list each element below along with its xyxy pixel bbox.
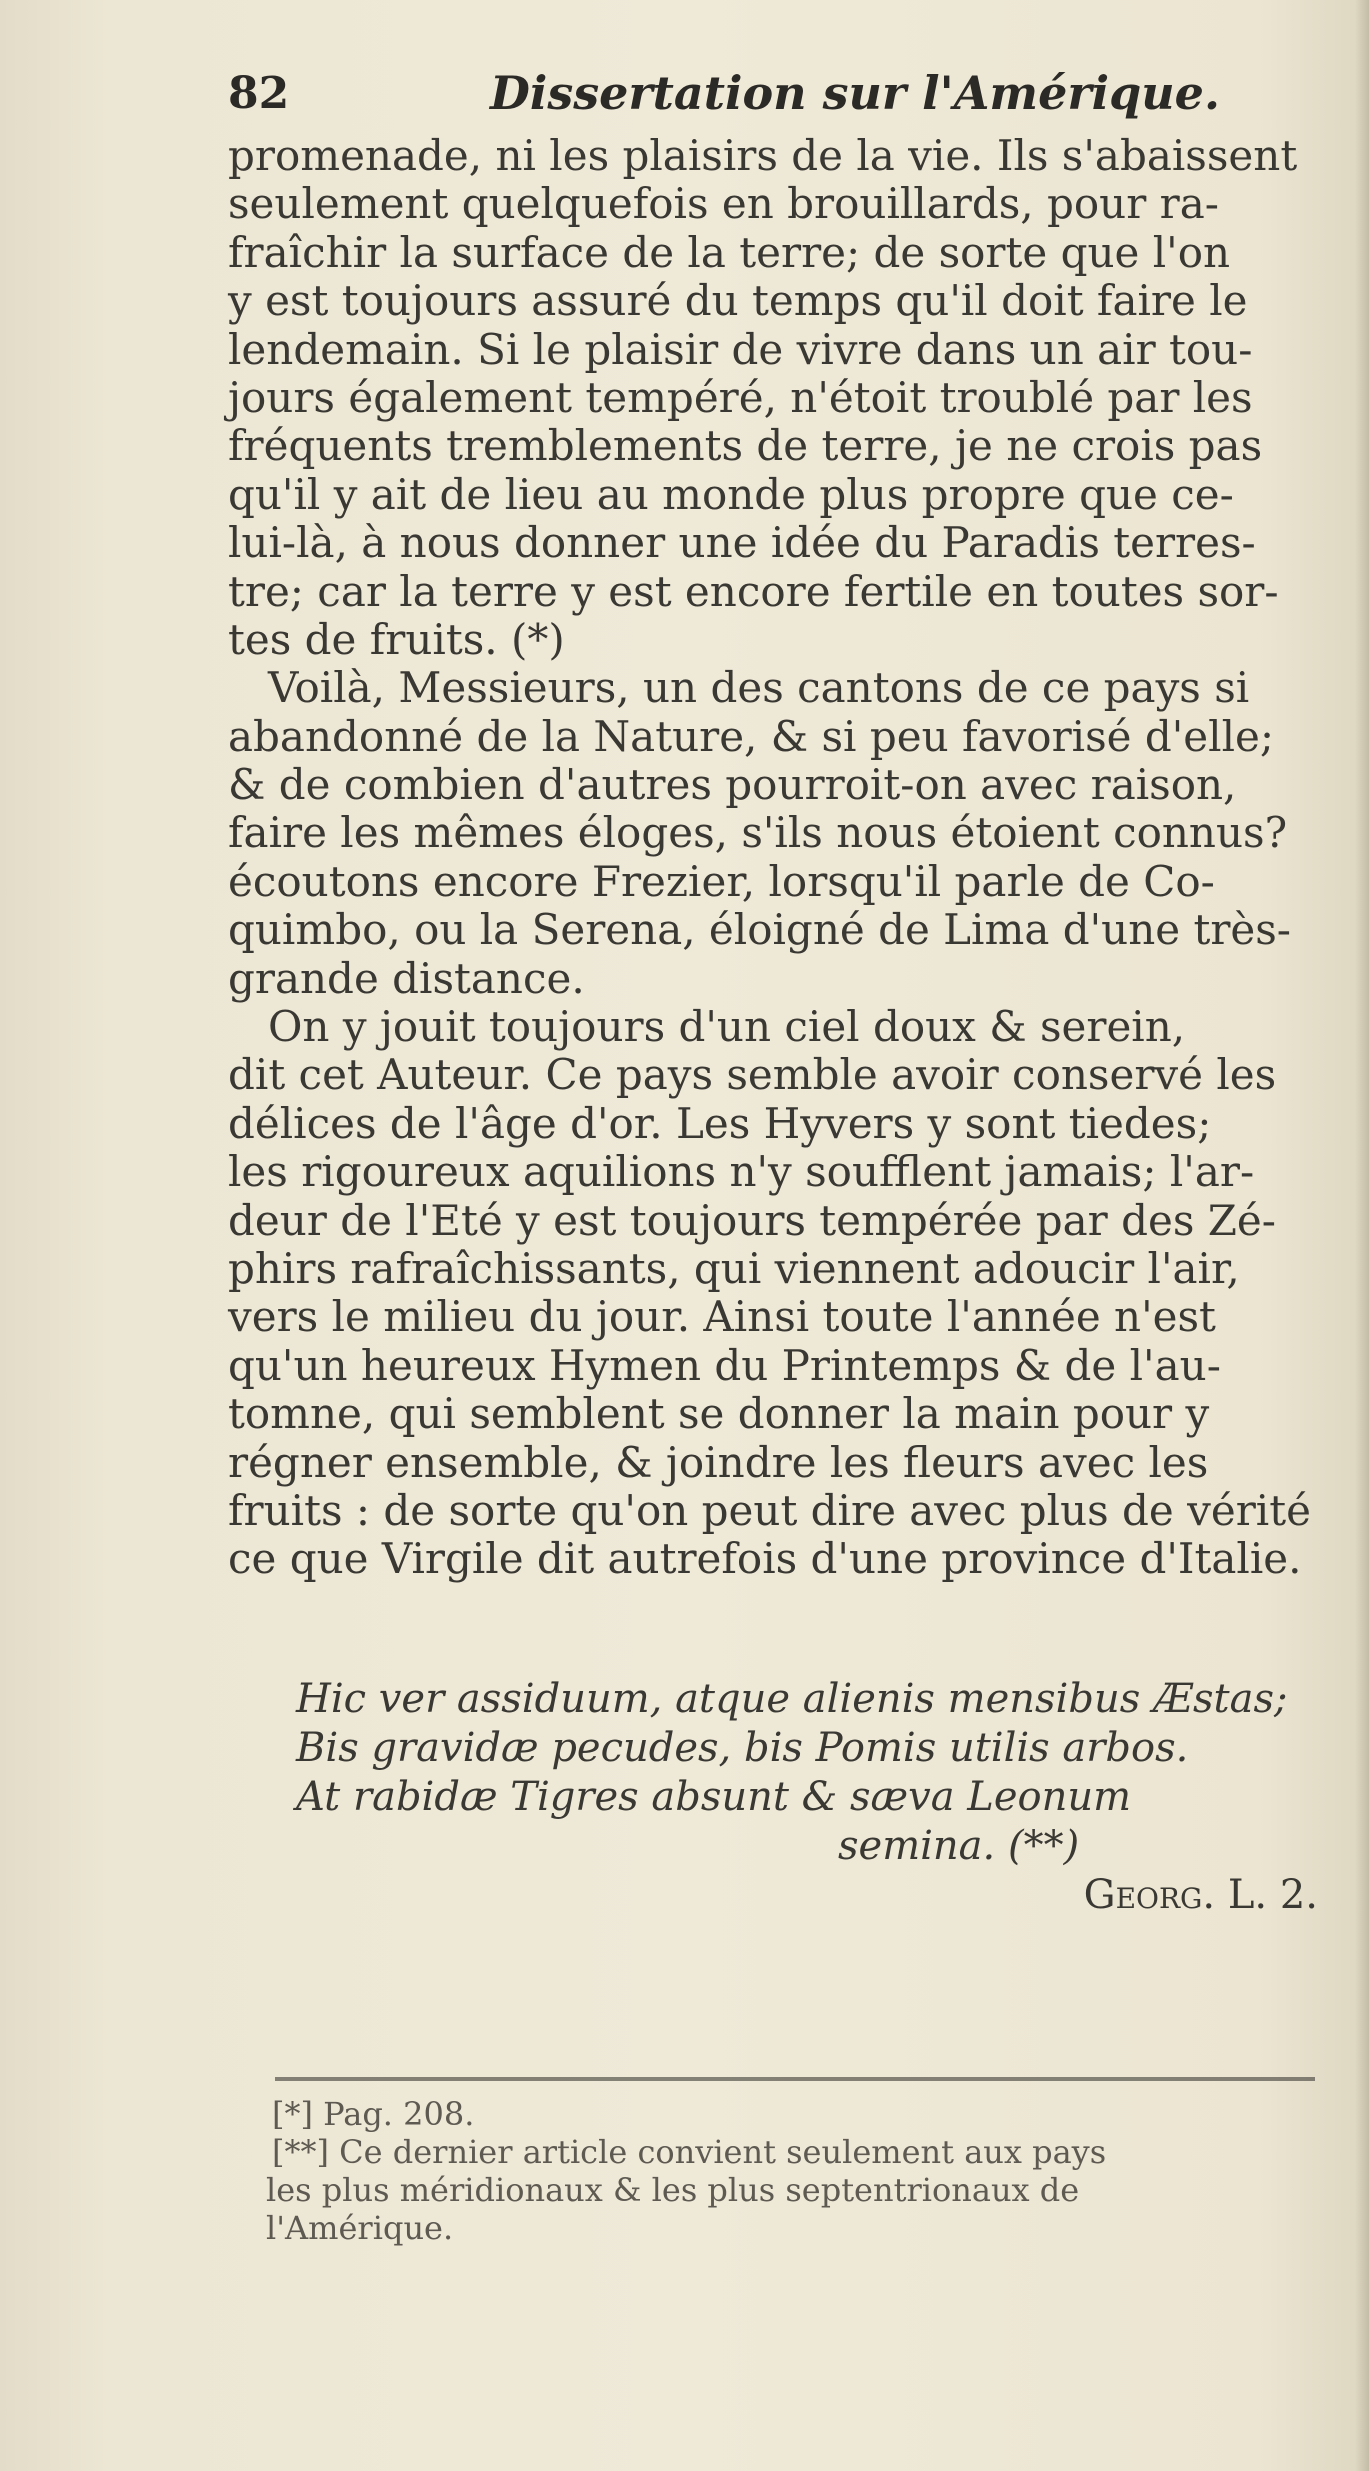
running-title: Dissertation sur l'Amérique. — [490, 66, 1220, 120]
footnote: [*] Pag. 208. — [272, 2095, 475, 2133]
page-header — [228, 60, 1228, 140]
footnote-rule — [275, 2077, 1315, 2081]
paragraph-start-line: On y jouit toujours d'un ciel doux & serein, — [268, 1002, 1186, 1052]
text-line: lui-là, à nous donner une idée du Paradis terres- — [228, 518, 1256, 568]
text-line: phirs rafraîchissants, qui viennent adoucir l'air, — [228, 1243, 1240, 1293]
text-line: fruits : de sorte qu'on peut dire avec plus de vérité — [228, 1485, 1311, 1535]
text-line: fréquents tremblements de terre, je ne crois pas — [228, 421, 1263, 471]
text-line: dit cet Auteur. Ce pays semble avoir conservé les — [228, 1050, 1277, 1100]
text-line: grande distance. — [228, 953, 585, 1003]
text-line: & de combien d'autres pourroit-on avec raison, — [228, 760, 1237, 810]
verse-line: semina. (**) — [838, 1823, 1080, 1869]
text-line: lendemain. Si le plaisir de vivre dans un air tou- — [228, 324, 1253, 374]
latin-verse — [296, 1675, 1346, 1920]
text-line: qu'il y ait de lieu au monde plus propre que ce- — [228, 469, 1234, 519]
footnote: [**] Ce dernier article convient seulement aux pays — [272, 2133, 1107, 2171]
footnote-continuation: les plus méridionaux & les plus septentrionaux de — [266, 2171, 1080, 2209]
text-line: qu'un heureux Hymen du Printemps & de l'au- — [228, 1340, 1221, 1390]
text-line: deur de l'Eté y est toujours tempérée par des Zé- — [228, 1195, 1276, 1245]
paragraph-start-line: Voilà, Messieurs, un des cantons de ce pays si — [268, 663, 1250, 713]
text-line: tes de fruits. (*) — [228, 614, 565, 664]
verse-line: Bis gravidæ pecudes, bis Pomis utilis arbos. — [296, 1725, 1189, 1771]
verse-line: Hic ver assiduum, atque alienis mensibus Æstas; — [296, 1676, 1288, 1722]
text-line: vers le milieu du jour. Ainsi toute l'année n'est — [228, 1292, 1216, 1342]
text-line: abandonné de la Nature, & si peu favorisé d'elle; — [228, 711, 1275, 761]
text-line: écoutons encore Frezier, lorsqu'il parle de Co- — [228, 856, 1215, 906]
text-line: les rigoureux aquilions n'y soufflent jamais; l'ar- — [228, 1147, 1255, 1197]
text-line: quimbo, ou la Serena, éloigné de Lima d'une très- — [228, 905, 1292, 955]
text-line: tre; car la terre y est encore fertile en toutes sor- — [228, 566, 1279, 616]
verse-line: At rabidæ Tigres absunt & sæva Leonum — [296, 1774, 1132, 1820]
footnotes — [266, 2095, 1352, 2247]
text-line: y est toujours assuré du temps qu'il doit faire le — [228, 276, 1248, 326]
page-number: 82 — [228, 68, 290, 119]
text-line: jours également tempéré, n'étoit troublé par les — [228, 372, 1253, 422]
text-line: ce que Virgile dit autrefois d'une province d'Italie. — [228, 1534, 1302, 1584]
text-line: régner ensemble, & joindre les fleurs avec les — [228, 1437, 1209, 1487]
text-line: promenade, ni les plaisirs de la vie. Ils s'abaissent — [228, 131, 1298, 180]
text-line: fraîchir la surface de la terre; de sorte que l'on — [228, 227, 1231, 277]
main-text — [228, 132, 1348, 1584]
text-line: seulement quelquefois en brouillards, pour ra- — [228, 179, 1219, 229]
text-line: délices de l'âge d'or. Les Hyvers y sont tiedes; — [228, 1098, 1212, 1148]
text-line: faire les mêmes éloges, s'ils nous étoient connus? — [228, 808, 1288, 858]
verse-source: Georg. L. 2. — [1083, 1872, 1318, 1918]
page-edge-shadow — [1355, 0, 1369, 2471]
footnote-continuation: l'Amérique. — [266, 2209, 454, 2247]
text-line: tomne, qui semblent se donner la main pour y — [228, 1389, 1210, 1439]
